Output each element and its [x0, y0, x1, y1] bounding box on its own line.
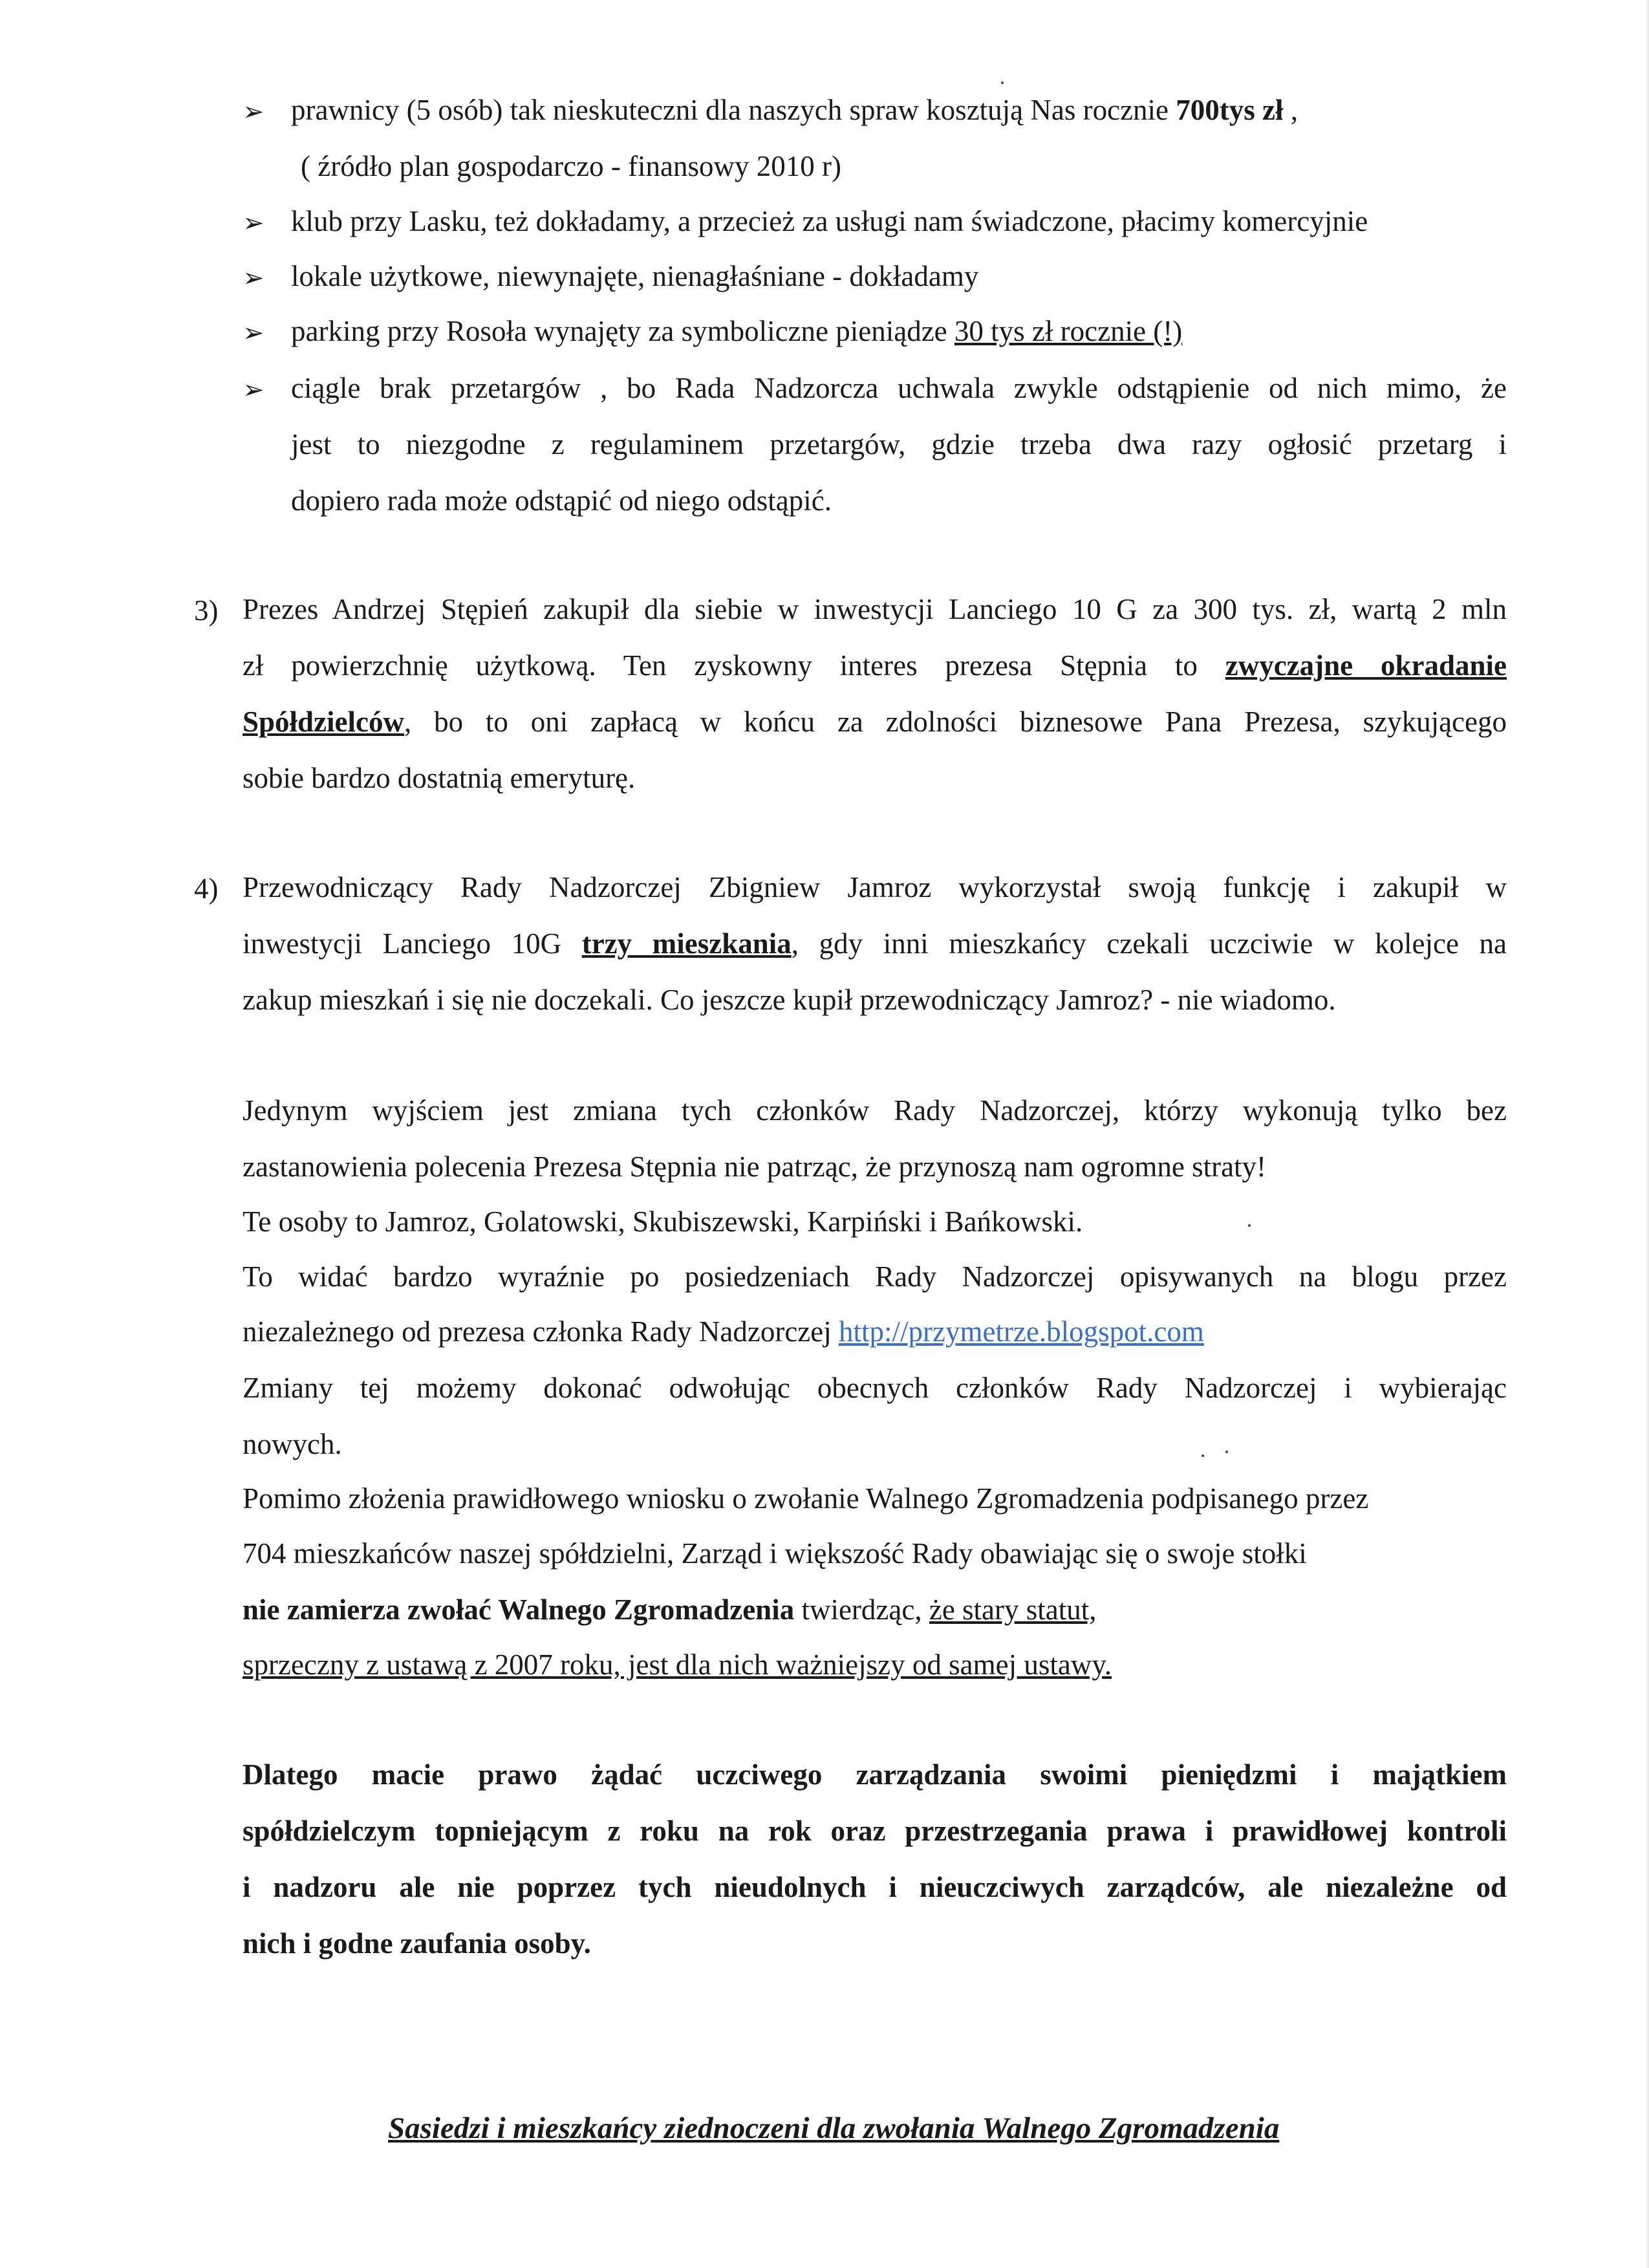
- bullet-1-line-1: prawnicy (5 osób) tak nieskuteczni dla naszych spraw kosztują Nas rocznie 700tys zł ,: [291, 94, 1299, 126]
- point-3-number: 3): [194, 594, 219, 627]
- bullet-5-line-3: dopiero rada może odstąpić od niego odstąpić.: [291, 484, 832, 517]
- scan-speck: [1202, 1454, 1204, 1457]
- signature-line: Sasiedzi i mieszkańcy ziednoczeni dla zwołania Walnego Zgromadzenia: [388, 2111, 1280, 2145]
- bullet-5-line-1: ciągle brak przetargów , bo Rada Nadzorcza uchwala zwykle odstąpienie od nich mimo, że: [291, 372, 1507, 404]
- paragraph-line-1: Jedynym wyjściem jest zmiana tych członków Rady Nadzorczej, którzy wykonują tylko bez: [242, 1094, 1507, 1127]
- bullet-3-line: lokale użytkowe, niewynajęte, nienagłaśniane - dokładamy: [291, 260, 979, 292]
- bullet-2-line: klub przy Lasku, też dokładamy, a przecież za usługi nam świadczone, płacimy komercyjnie: [291, 205, 1368, 237]
- point-3-line-3: Spółdzielców, bo to oni zapłacą w końcu za zdolności biznesowe Pana Prezesa, szykującego: [242, 706, 1507, 738]
- closing-line-1: Dlatego macie prawo żądać uczciwego zarządzania swoimi pieniędzmi i majątkiem: [242, 1758, 1507, 1791]
- paragraph-line-2: zastanowienia polecenia Prezesa Stępnia nie patrząc, że przynoszą nam ogromne straty!: [242, 1150, 1267, 1183]
- bullet-4-line: parking przy Rosoła wynajęty za symboliczne pieniądze 30 tys zł rocznie (!): [291, 315, 1183, 347]
- closing-line-2: spółdzielczym topniejącym z roku na rok oraz przestrzegania prawa i prawidłowej kontroli: [242, 1815, 1507, 1847]
- bullet-5-line-2: jest to niezgodne z regulaminem przetargów, gdzie trzeba dwa razy ogłosić przetarg i: [291, 428, 1507, 460]
- arrowhead-bullet-icon: ➢: [242, 97, 264, 127]
- paragraph-line-4: To widać bardzo wyraźnie po posiedzeniach Rady Nadzorczej opisywanych na blogu przez: [242, 1260, 1507, 1293]
- bullet-1-line-2: ( źródło plan gospodarczo - finansowy 2010 r): [301, 150, 842, 182]
- scan-edge: [1645, 0, 1649, 2268]
- scan-speck: [1225, 1451, 1228, 1453]
- point-3-line-4: sobie bardzo dostatnią emeryturę.: [242, 762, 636, 794]
- closing-line-4: nich i godne zaufania osoby.: [242, 1927, 591, 1960]
- scan-speck: [1248, 1224, 1251, 1227]
- arrowhead-bullet-icon: ➢: [242, 318, 264, 348]
- point-4-line-3: zakup mieszkań i się nie doczekali. Co jeszcze kupił przewodniczący Jamroz? - nie wiadomo.: [242, 984, 1336, 1016]
- point-4-number: 4): [194, 872, 219, 905]
- paragraph-line-9: 704 mieszkańców naszej spółdzielni, Zarząd i większość Rady obawiając się o swoje stołki: [242, 1537, 1307, 1570]
- scan-speck: [1001, 81, 1004, 84]
- point-4-line-1: Przewodniczący Rady Nadzorczej Zbigniew Jamroz wykorzystał swoją funkcję i zakupił w: [242, 871, 1507, 903]
- arrowhead-bullet-icon: ➢: [242, 375, 264, 405]
- paragraph-line-3: Te osoby to Jamroz, Golatowski, Skubiszewski, Karpiński i Bańkowski.: [242, 1205, 1083, 1238]
- point-4-line-2: inwestycji Lanciego 10G trzy mieszkania, gdy inni mieszkańcy czekali uczciwie w kolejce na: [242, 927, 1507, 960]
- paragraph-line-8: Pomimo złożenia prawidłowego wniosku o zwołanie Walnego Zgromadzenia podpisanego przez: [242, 1482, 1369, 1515]
- paragraph-line-6: Zmiany tej możemy dokonać odwołując obecnych członków Rady Nadzorczej i wybierając: [242, 1372, 1507, 1404]
- paragraph-line-7: nowych.: [242, 1428, 342, 1460]
- point-3-line-1: Prezes Andrzej Stępień zakupił dla siebie w inwestycji Lanciego 10 G za 300 tys. zł, wartą 2 mln: [242, 593, 1507, 625]
- paragraph-line-11: sprzeczny z ustawą z 2007 roku, jest dla nich ważniejszy od samej ustawy.: [242, 1648, 1112, 1681]
- point-3-line-2: zł powierzchnię użytkową. Ten zyskowny interes prezesa Stępnia to zwyczajne okradanie: [242, 649, 1507, 682]
- arrowhead-bullet-icon: ➢: [242, 263, 264, 293]
- closing-line-3: i nadzoru ale nie poprzez tych nieudolnych i nieuczciwych zarządców, ale niezależne od: [242, 1871, 1507, 1903]
- paragraph-line-5: niezależnego od prezesa członka Rady Nadzorczej http://przymetrze.blogspot.com: [242, 1315, 1204, 1348]
- paragraph-line-10: nie zamierza zwołać Walnego Zgromadzenia twierdząc, że stary statut,: [242, 1593, 1097, 1626]
- blog-link[interactable]: http://przymetrze.blogspot.com: [839, 1315, 1204, 1348]
- arrowhead-bullet-icon: ➢: [242, 208, 264, 238]
